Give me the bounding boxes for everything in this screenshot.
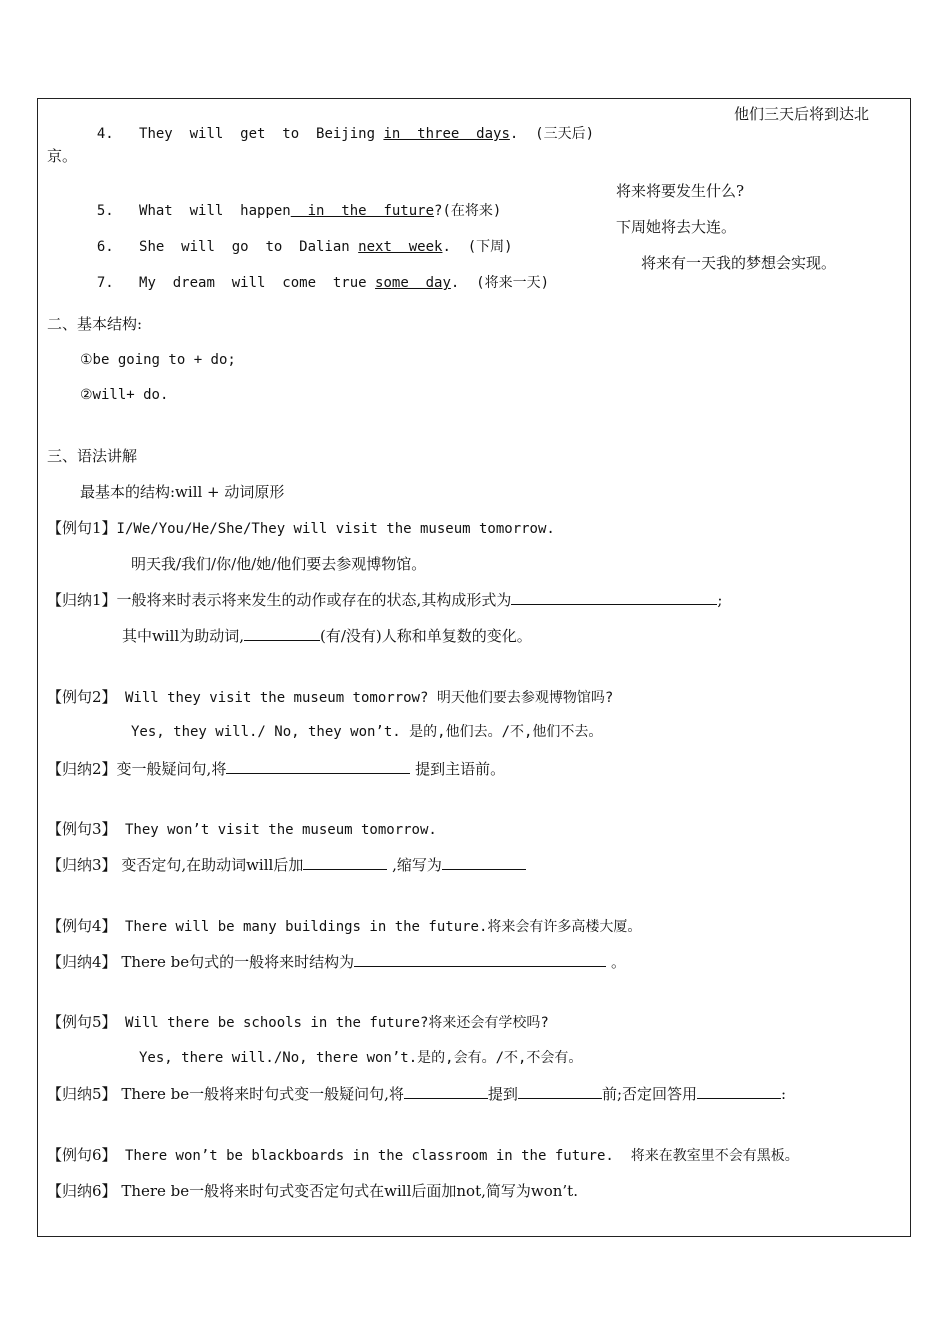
sentence-4-translation-cont: 京。	[47, 147, 78, 165]
blank-field[interactable]	[354, 952, 606, 967]
blank-field[interactable]	[442, 855, 526, 870]
blank-field[interactable]	[404, 1084, 488, 1099]
example-5-answer: Yes, there will./No, there won’t.是的,会有。/不,不会有。	[139, 1050, 583, 1066]
summary-1-line2: 其中will为助动词, (有/没有)人称和单复数的变化。	[122, 627, 532, 645]
structure-item-1: ①be going to + do;	[80, 352, 236, 368]
structure-item-2: ②will+ do.	[80, 387, 169, 403]
blank-field[interactable]	[244, 626, 320, 641]
summary-4: 【归纳4】 There be句式的一般将来时结构为 。	[47, 953, 626, 971]
blank-field[interactable]	[303, 855, 387, 870]
summary-5: 【归纳5】 There be一般将来时句式变一般疑问句,将 提到 前;否定回答用 :	[47, 1085, 787, 1103]
example-2-answer: Yes, they will./ No, they won’t. 是的,他们去。/不,他们不去。	[131, 724, 603, 740]
summary-3: 【归纳3】 变否定句,在助动词will后加 ,缩写为	[47, 855, 526, 875]
section-3-intro: 最基本的结构:will + 动词原形	[80, 483, 285, 501]
sentence-5: 5. What will happen in the future?(在将来)	[96, 203, 502, 219]
sentence-4-translation: 他们三天后将到达北	[734, 105, 870, 123]
blank-field[interactable]	[518, 1084, 602, 1099]
sentence-4: 4. They will get to Beijing in three days. (三天后)	[96, 126, 595, 142]
example-2: 【例句2】 Will they visit the museum tomorrow? 明天他们要去参观博物馆吗?	[47, 688, 614, 706]
example-6: 【例句6】 There won’t be blackboards in the classroom in the future. 将来在教室里不会有黑板。	[47, 1146, 799, 1164]
example-3: 【例句3】 They won’t visit the museum tomorrow.	[47, 820, 437, 838]
example-1-translation: 明天我/我们/你/他/她/他们要去参观博物馆。	[131, 555, 427, 573]
sentence-6: 6. She will go to Dalian next week. (下周)	[96, 239, 513, 255]
blank-field[interactable]	[226, 759, 410, 774]
example-5: 【例句5】 Will there be schools in the future?将来还会有学校吗?	[47, 1013, 549, 1031]
blank-field[interactable]	[697, 1084, 781, 1099]
example-1: 【例句1】I/We/You/He/She/They will visit the museum tomorrow.	[47, 519, 555, 537]
summary-1: 【归纳1】一般将来时表示将来发生的动作或存在的状态,其构成形式为 ;	[47, 591, 723, 609]
sentence-7-translation: 将来有一天我的梦想会实现。	[641, 254, 837, 272]
summary-6: 【归纳6】 There be一般将来时句式变否定句式在will后面加not,简写为won’t.	[47, 1182, 578, 1200]
example-4: 【例句4】 There will be many buildings in the future.将来会有许多高楼大厦。	[47, 917, 642, 935]
section-2-title: 二、基本结构:	[47, 315, 143, 333]
section-3-title: 三、语法讲解	[47, 447, 138, 465]
sentence-5-translation: 将来将要发生什么?	[616, 182, 745, 200]
sentence-7: 7. My dream will come true some day. (将来一天)	[96, 275, 550, 291]
sentence-6-translation: 下周她将去大连。	[616, 218, 737, 236]
summary-2: 【归纳2】变一般疑问句,将 提到主语前。	[47, 760, 506, 778]
blank-field[interactable]	[511, 590, 717, 605]
